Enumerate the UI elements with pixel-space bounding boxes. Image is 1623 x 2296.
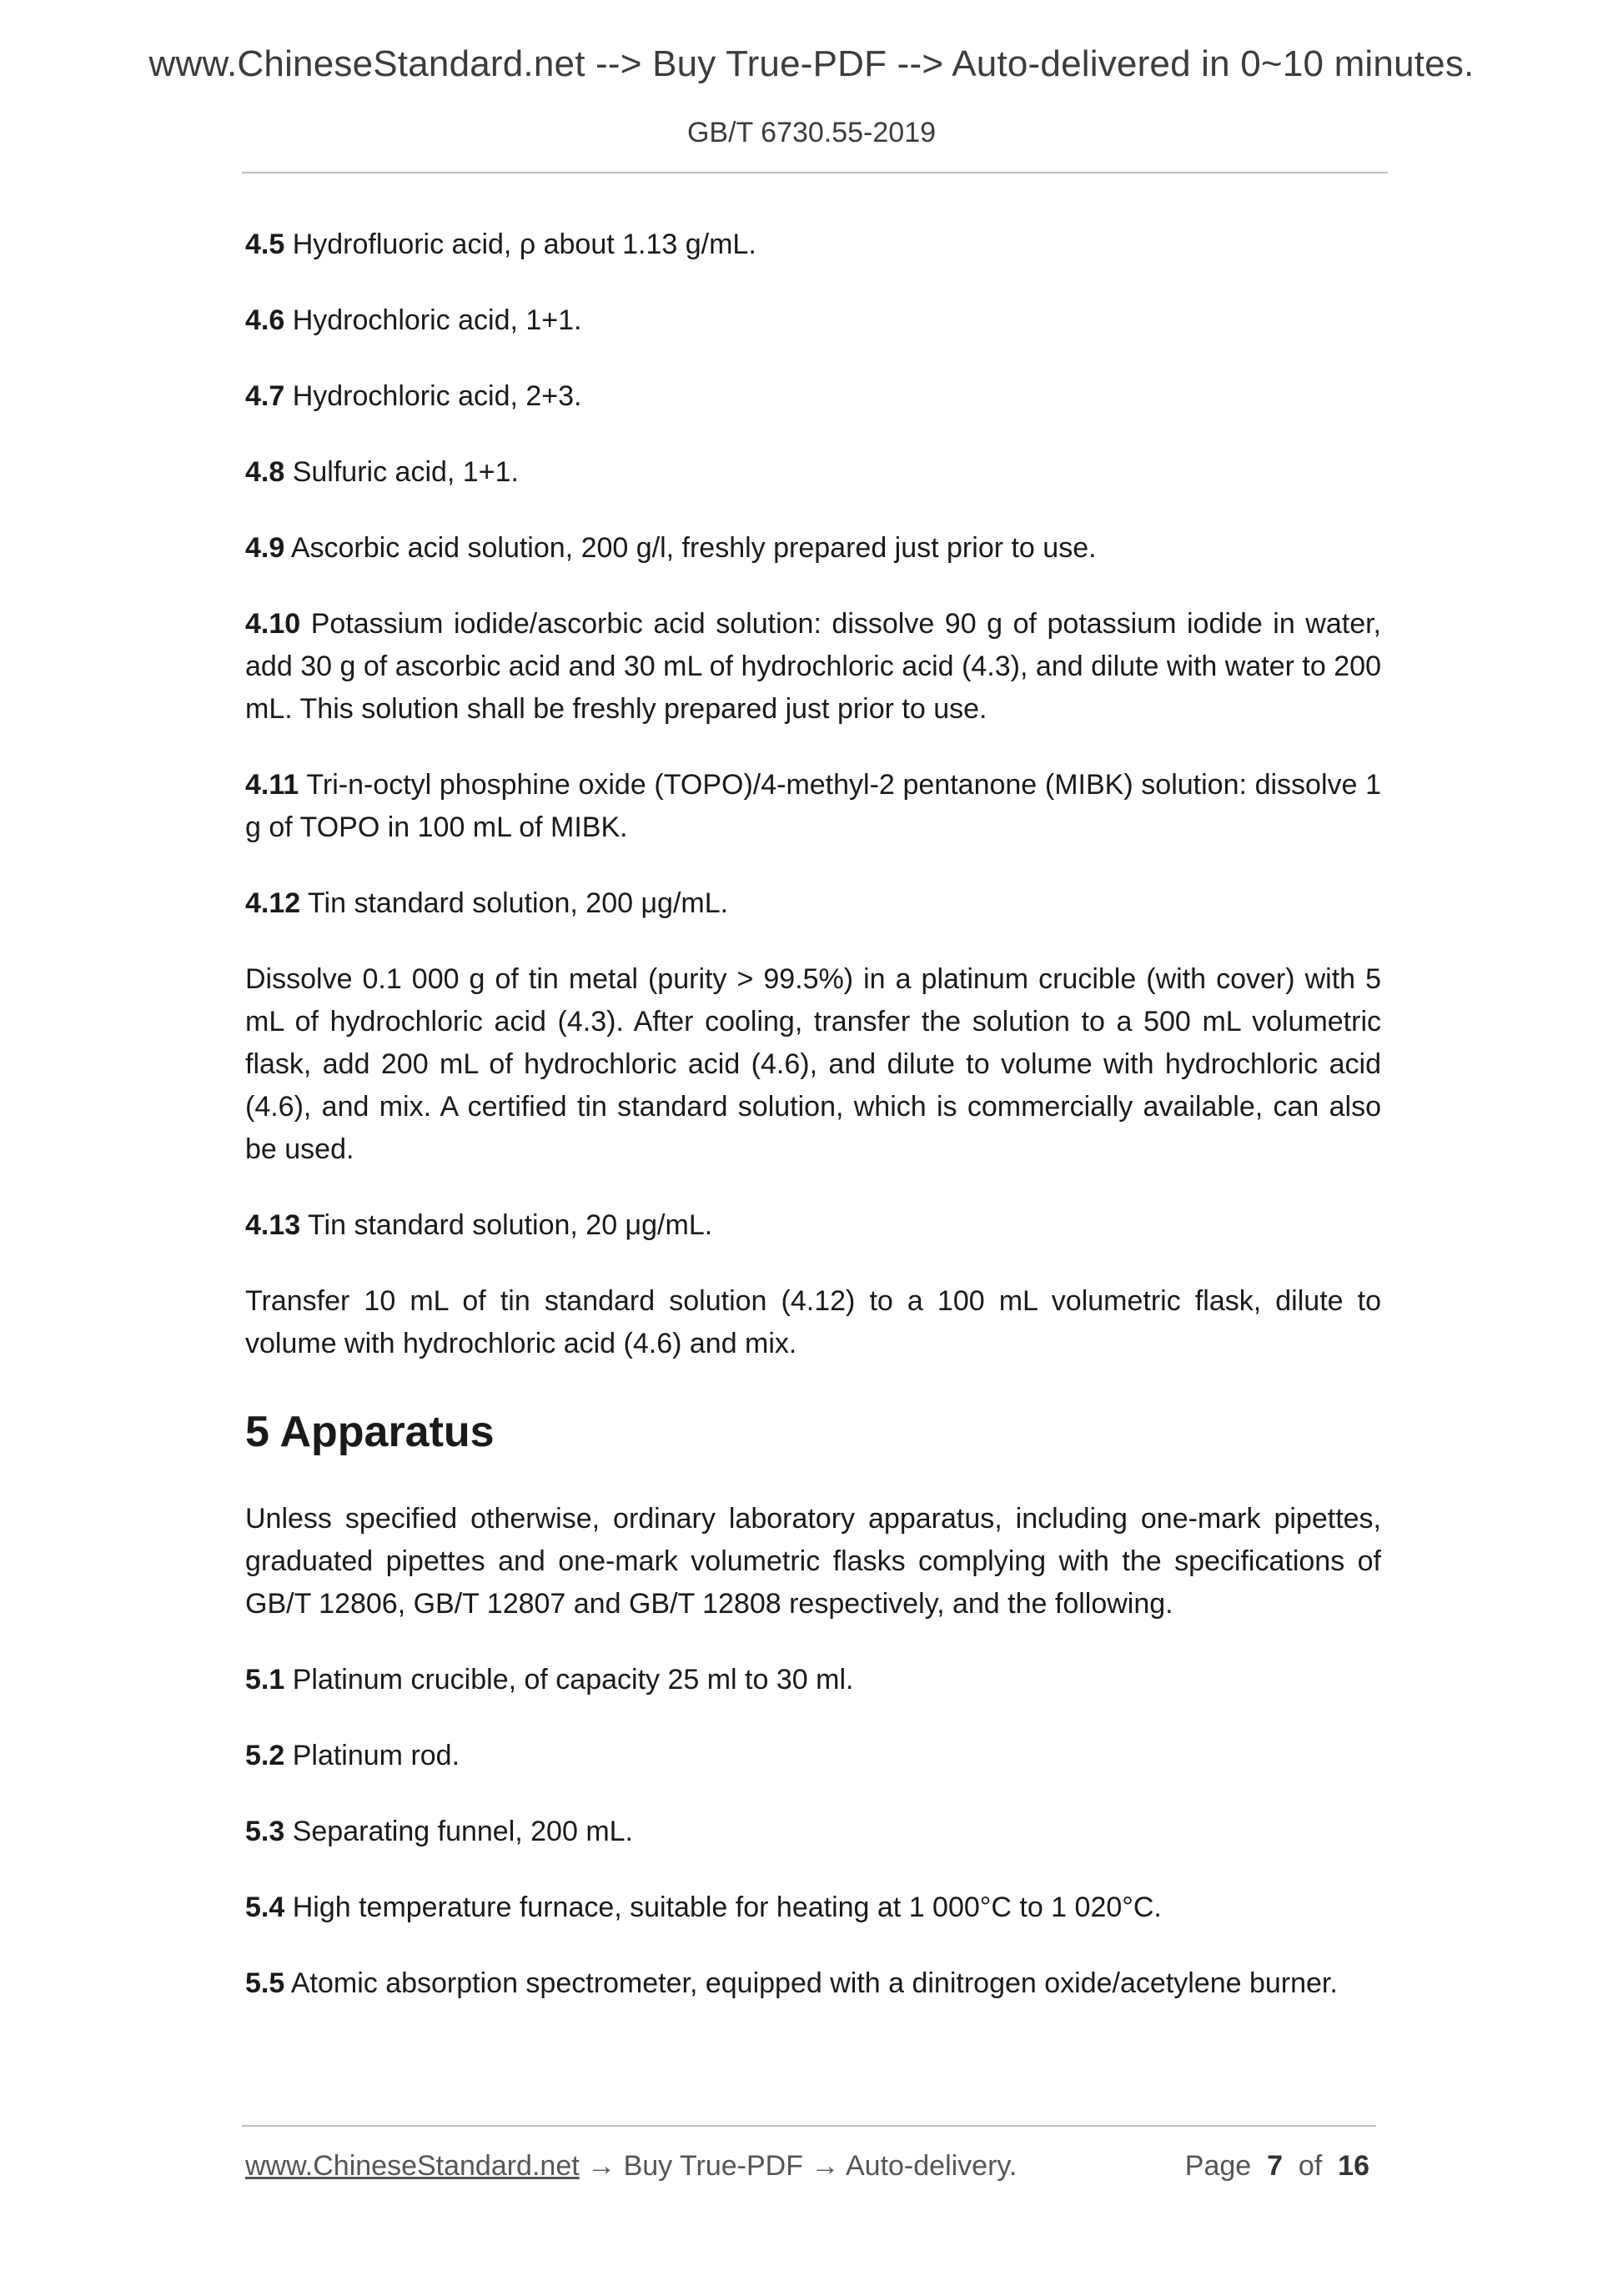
clause-4-13 xyxy=(245,1204,1381,1247)
page-label: Page xyxy=(1184,2150,1252,2182)
clause-number: 5.4 xyxy=(245,1892,285,1923)
clause-text: Hydrochloric acid, 2+3. xyxy=(292,380,582,412)
section-heading: 5 Apparatus xyxy=(245,1408,495,1456)
clause-text: High temperature furnace, suitable for heating at 1 000°C to 1 020°C. xyxy=(292,1892,1162,1923)
clause-number: 5.2 xyxy=(245,1740,285,1771)
clause-text: Platinum crucible, of capacity 25 ml to 30 ml. xyxy=(292,1664,854,1696)
clause-4-8 xyxy=(245,451,1381,494)
standard-code: GB/T 6730.55-2019 xyxy=(686,117,937,148)
page-indicator xyxy=(1185,2150,1369,2183)
clause-number: 4.7 xyxy=(245,380,285,412)
clause-5-1 xyxy=(245,1659,1381,1701)
clause-5-3 xyxy=(245,1811,1381,1853)
footer-tagline: → Buy True-PDF → Auto-delivery. xyxy=(579,2150,1018,2182)
clause-number: 4.10 xyxy=(245,608,301,640)
clause-number: 4.11 xyxy=(245,769,299,801)
clause-text: Ascorbic acid solution, 200 g/l, freshly prepared just prior to use. xyxy=(290,532,1097,564)
paragraph-text: Transfer 10 mL of tin standard solution (4.12) to a 100 mL volumetric flask, dilute to volume with hydrochloric acid (4.6) and mix. xyxy=(245,1285,1381,1359)
page-current: 7 xyxy=(1267,2150,1283,2182)
clause-number: 4.5 xyxy=(245,229,285,260)
clause-4-12-body xyxy=(245,958,1381,1171)
website-link[interactable]: www.ChineseStandard.net xyxy=(245,2150,580,2182)
clause-text: Tin standard solution, 200 μg/mL. xyxy=(308,887,729,919)
clause-4-10 xyxy=(245,603,1381,731)
clause-5-2 xyxy=(245,1735,1381,1777)
clause-text: Hydrochloric acid, 1+1. xyxy=(292,304,582,336)
clause-number: 4.13 xyxy=(245,1209,301,1241)
clause-number: 5.1 xyxy=(245,1664,285,1696)
clause-number: 5.5 xyxy=(245,1967,285,1999)
clause-number: 4.8 xyxy=(245,456,285,488)
clause-number: 4.6 xyxy=(245,304,285,336)
clause-text: Tri-n-octyl phosphine oxide (TOPO)/4-methyl-2 pentanone (MIBK) solution: dissolve 1 g of TOPO in 100 mL of MIBK. xyxy=(245,769,1382,843)
clause-text: Sulfuric acid, 1+1. xyxy=(292,456,519,488)
paragraph-text: Dissolve 0.1 000 g of tin metal (purity > 99.5%) in a platinum crucible (with cover) with 5 mL of hydrochloric acid (4.3). After cooling, transfer the solution to a 500 mL volumetric flask, add 200 mL of hydrochloric acid (4.6), and dilute to volume with hydrochloric acid (4.6), and mix. A certified tin standard solution, which is commercially available, can also be used. xyxy=(245,963,1381,1165)
clause-text: Hydrofluoric acid, ρ about 1.13 g/mL. xyxy=(292,229,756,260)
site-banner: www.ChineseStandard.net --> Buy True-PDF --> Auto-delivered in 0~10 minutes. xyxy=(148,43,1475,84)
footer-divider xyxy=(242,2125,1376,2127)
clause-number: 5.3 xyxy=(245,1816,285,1847)
clause-4-12 xyxy=(245,882,1381,925)
page-total: 16 xyxy=(1338,2150,1369,2182)
clause-4-5 xyxy=(245,224,1381,266)
page-footer xyxy=(245,2150,1379,2183)
clause-4-6 xyxy=(245,299,1381,342)
clause-text: Separating funnel, 200 mL. xyxy=(292,1816,634,1847)
header-divider xyxy=(242,172,1388,173)
page-of: of xyxy=(1298,2150,1323,2182)
clause-4-11 xyxy=(245,764,1381,849)
clause-text: Potassium iodide/ascorbic acid solution: dissolve 90 g of potassium iodide in water, add 30 g of ascorbic acid and 30 mL of hydrochloric acid (4.3), and dilute with water to 200 mL. This solution shall be freshly prepared just prior to use. xyxy=(245,608,1381,725)
document-body xyxy=(245,224,1381,2038)
clause-5-5 xyxy=(245,1962,1381,2005)
clause-4-7 xyxy=(245,375,1381,418)
clause-number: 4.12 xyxy=(245,887,301,919)
clause-4-9 xyxy=(245,527,1381,570)
clause-text: Platinum rod. xyxy=(292,1740,460,1771)
clause-4-13-body xyxy=(245,1280,1381,1365)
clause-number: 4.9 xyxy=(245,532,285,564)
clause-text: Tin standard solution, 20 μg/mL. xyxy=(308,1209,713,1241)
section-intro xyxy=(245,1498,1381,1625)
clause-5-4 xyxy=(245,1887,1381,1929)
clause-text: Atomic absorption spectrometer, equipped with a dinitrogen oxide/acetylene burner. xyxy=(290,1967,1338,1999)
paragraph-text: Unless specified otherwise, ordinary laboratory apparatus, including one-mark pipettes, graduated pipettes and one-mark volumetric flasks complying with the specifications of GB/T 12806, GB/T 12807 and GB/T 12808 respectively, and the following. xyxy=(245,1503,1381,1620)
